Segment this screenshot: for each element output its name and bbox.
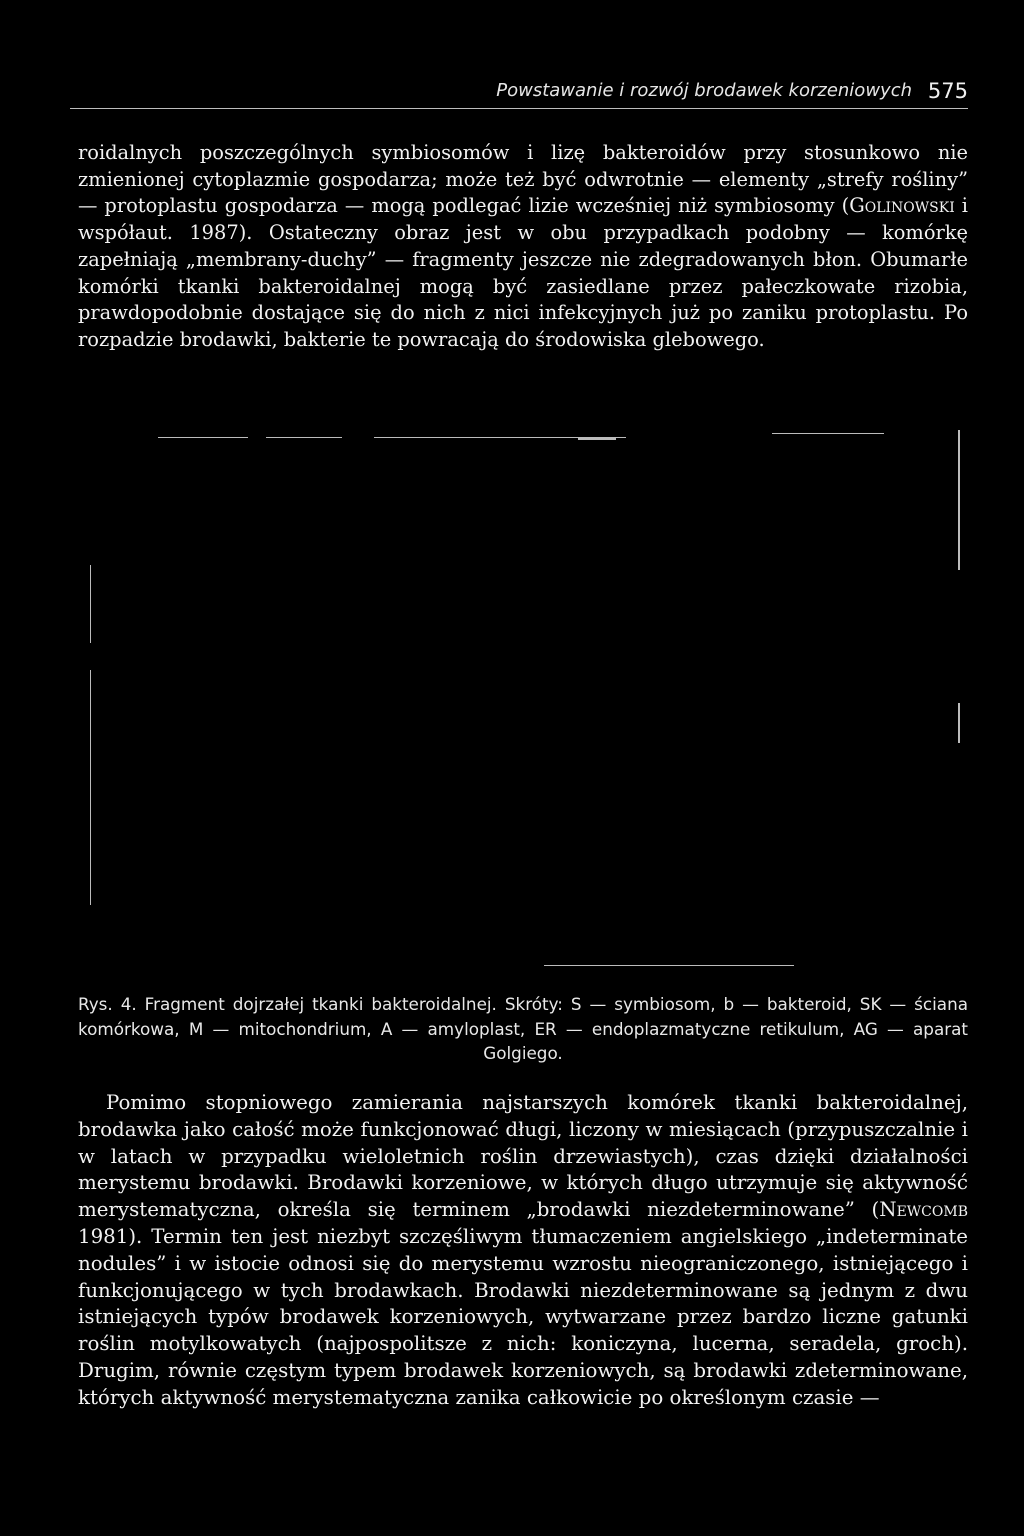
- figure-rule: [578, 438, 616, 440]
- figure-rule: [958, 703, 960, 743]
- figure-rule: [266, 437, 342, 438]
- running-header: [70, 78, 968, 109]
- figure-rule: [958, 430, 960, 570]
- figure-caption: Rys. 4. Fragment dojrzałej tkanki bakteroidalnej. Skróty: S — symbiosom, b — bakteroid, SK — ściana komórkowa, M — mitochondrium, A — amyloplast, ER — endoplazmatyczne retikulum, AG — aparat Golgiego.: [78, 994, 968, 1063]
- paragraph-2-text-b: 1981). Termin ten jest niezbyt szczęśliwym tłumaczeniem angielskiego „indeterminate nodules” i w istocie odnosi się do merystemu wzrostu nieograniczonego, istniejącego i funkcjonującego w tych brodawkach. Brodawki niezdeterminowane są jednym z dwu istniejących typów brodawek korzeniowych, wytwarzane przez bardzo liczne gatunki roślin motylkowatych (najpospolitsze z nich: koniczyna, lucerna, seradela, groch). Drugim, równie częstym typem brodawek korzeniowych, są brodawki zdeterminowane, których aktywność merystematyczna zanika całkowicie po określonym czasie —: [78, 1224, 968, 1409]
- figure-rule: [90, 670, 91, 905]
- running-title: Powstawanie i rozwój brodawek korzeniowych: [496, 80, 912, 101]
- citation-author-golinowski: Golinowski: [849, 194, 955, 218]
- figure-rule: [90, 565, 91, 643]
- page-number: 575: [927, 79, 968, 103]
- citation-author-newcomb: Newcomb: [879, 1198, 968, 1222]
- paragraph-1-text-a: roidalnych poszczególnych symbiosomów i lizę bakteroidów przy stosunkowo nie zmienionej cytoplazmie gospodarza; może też być odwrotnie — elementy „strefy rośliny” — protoplastu gospodarza — mogą podlegać lizie wcześniej niż symbiosomy (: [78, 141, 968, 218]
- figure-rule: [544, 965, 794, 966]
- body-paragraph-1: [78, 140, 968, 354]
- figure-rule: [158, 437, 248, 438]
- paragraph-1-text-b: i współaut. 1987). Ostateczny obraz jest w obu przypadkach podobny — komórkę zapełniają „membrany-duchy” — fragmenty jeszcze nie zdegradowanych błon. Obumarłe komórki tkanki bakteroidalnej mogą być zasiedlane przez pałeczkowate rizobia, prawdopodobnie dostające się do nich z nici infekcyjnych już po zaniku protoplastu. Po rozpadzie brodawki, bakterie te powracają do środowiska glebowego.: [78, 194, 968, 351]
- figure-rule: [772, 433, 884, 434]
- body-paragraph-2: [78, 1090, 968, 1412]
- figure-micrograph: [78, 425, 968, 980]
- paragraph-2-text-a: Pomimo stopniowego zamierania najstarszych komórek tkanki bakteroidalnej, brodawka jako całość może funkcjonować długi, liczony w miesiącach (przypuszczalnie i w latach w przypadku wieloletnich roślin drzewiastych), czas dzięki działalności merystemu brodawki. Brodawki korzeniowe, w których długo utrzymuje się aktywność merystematyczna, określa się terminem „brodawki niezdeterminowane” (: [78, 1091, 968, 1222]
